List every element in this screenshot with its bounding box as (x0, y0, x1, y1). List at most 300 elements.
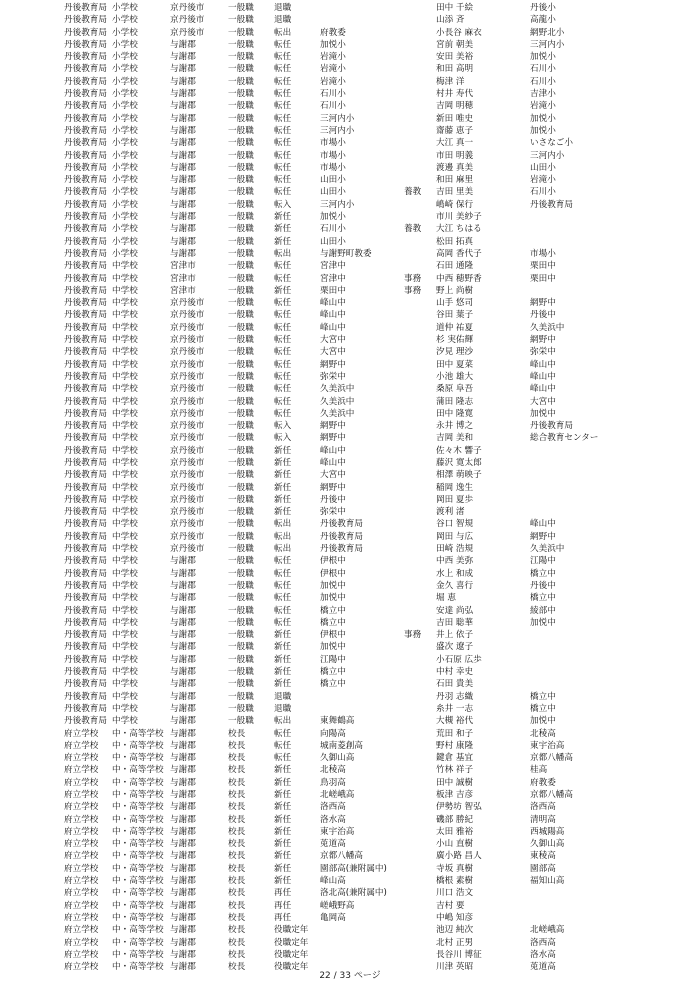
school-type-cell: 中・高等学校 (112, 949, 164, 960)
school-type-cell: 中学校 (112, 667, 138, 678)
school-type-cell: 中学校 (112, 544, 138, 555)
municipality-cell: 与謝郡 (170, 679, 196, 690)
job-type-cell: 校長 (228, 949, 246, 960)
school-type-cell: 小学校 (112, 150, 138, 161)
municipality-cell: 与謝郡 (170, 150, 196, 161)
school-type-cell: 中学校 (112, 617, 138, 628)
school-type-cell: 小学校 (112, 187, 138, 198)
previous-assignment-cell: 網野北小 (530, 27, 565, 38)
table-row (0, 297, 700, 309)
action-cell: 新任 (274, 654, 292, 665)
personnel-table (0, 2, 700, 973)
action-cell: 転任 (274, 162, 292, 173)
previous-assignment-cell: 福知山高 (530, 876, 565, 887)
job-type-cell: 一般職 (228, 347, 254, 358)
action-cell: 転任 (274, 740, 292, 751)
office-cell: 府立学校 (64, 826, 99, 837)
office-cell: 丹後教育局 (64, 642, 107, 653)
table-row (0, 715, 700, 727)
action-cell: 新任 (274, 212, 292, 223)
school-type-cell: 中学校 (112, 273, 138, 284)
new-assignment-cell: 丹後教育局 (320, 519, 363, 530)
person-name-cell: 小池 雄大 (436, 371, 474, 382)
action-cell: 転出 (274, 248, 292, 259)
action-cell: 転任 (274, 568, 292, 579)
action-cell: 新任 (274, 851, 292, 862)
school-type-cell: 中学校 (112, 482, 138, 493)
action-cell: 転任 (274, 408, 292, 419)
table-row (0, 814, 700, 826)
person-name-cell: 池辺 純次 (436, 925, 474, 936)
action-cell: 転出 (274, 716, 292, 727)
table-row (0, 531, 700, 543)
job-type-cell: 一般職 (228, 667, 254, 678)
table-row (0, 850, 700, 862)
municipality-cell: 与謝郡 (170, 175, 196, 186)
person-name-cell: 小石原 広歩 (436, 654, 482, 665)
person-name-cell: 廣小路 昌人 (436, 851, 482, 862)
person-name-cell: 田中 千絵 (436, 3, 474, 13)
table-row (0, 629, 700, 641)
municipality-cell: 与謝郡 (170, 925, 196, 936)
action-cell: 新任 (274, 236, 292, 247)
office-cell: 丹後教育局 (64, 593, 107, 604)
municipality-cell: 与謝郡 (170, 248, 196, 259)
action-cell: 転任 (274, 150, 292, 161)
office-cell: 丹後教育局 (64, 52, 107, 63)
school-type-cell: 小学校 (112, 101, 138, 112)
municipality-cell: 与謝郡 (170, 125, 196, 136)
person-name-cell: 井上 依子 (436, 630, 474, 641)
person-name-cell: 汐見 理沙 (436, 347, 474, 358)
new-assignment-cell: 山田小 (320, 236, 346, 247)
school-type-cell: 中学校 (112, 642, 138, 653)
previous-assignment-cell: 峰山中 (530, 359, 556, 370)
person-name-cell: 伊勢坊 智弘 (436, 802, 482, 813)
person-name-cell: 村井 寿代 (436, 89, 474, 100)
office-cell: 丹後教育局 (64, 138, 107, 149)
municipality-cell: 与謝郡 (170, 876, 196, 887)
municipality-cell: 京丹後市 (170, 482, 205, 493)
municipality-cell: 京丹後市 (170, 310, 205, 321)
action-cell: 退職 (274, 703, 292, 714)
person-name-cell: 竹林 祥子 (436, 765, 474, 776)
municipality-cell: 与謝郡 (170, 826, 196, 837)
office-cell: 府立学校 (64, 728, 99, 739)
previous-assignment-cell: 栗田中 (530, 261, 556, 272)
person-name-cell: 太田 雅裕 (436, 826, 474, 837)
table-row (0, 125, 700, 137)
person-name-cell: 和田 麻里 (436, 175, 474, 186)
municipality-cell: 京丹後市 (170, 470, 205, 481)
new-assignment-cell: 峰山中 (320, 457, 346, 468)
municipality-cell: 与謝郡 (170, 728, 196, 739)
new-assignment-cell: 三河内小 (320, 125, 355, 136)
job-type-cell: 校長 (228, 802, 246, 813)
table-row (0, 691, 700, 703)
action-cell: 転出 (274, 544, 292, 555)
new-assignment-cell: 久美浜中 (320, 384, 355, 395)
office-cell: 府立学校 (64, 790, 99, 800)
school-type-cell: 小学校 (112, 27, 138, 38)
job-type-cell: 一般職 (228, 556, 254, 567)
school-type-cell: 小学校 (112, 113, 138, 124)
municipality-cell: 与謝郡 (170, 101, 196, 112)
municipality-cell: 京丹後市 (170, 433, 205, 444)
new-assignment-cell: 加悦小 (320, 212, 346, 223)
school-type-cell: 中学校 (112, 433, 138, 444)
municipality-cell: 京丹後市 (170, 384, 205, 395)
new-assignment-cell: 弥栄中 (320, 507, 346, 518)
table-row (0, 371, 700, 383)
new-assignment-cell: 網野中 (320, 482, 346, 493)
role-cell: 事務 (404, 285, 422, 296)
office-cell: 府立学校 (64, 876, 99, 887)
municipality-cell: 与謝郡 (170, 64, 196, 75)
municipality-cell: 京丹後市 (170, 396, 205, 407)
new-assignment-cell: 東宇治高 (320, 826, 355, 837)
municipality-cell: 京丹後市 (170, 457, 205, 468)
action-cell: 新任 (274, 667, 292, 678)
job-type-cell: 一般職 (228, 433, 254, 444)
office-cell: 丹後教育局 (64, 298, 107, 309)
person-name-cell: 田崎 浩規 (436, 544, 474, 555)
office-cell: 丹後教育局 (64, 433, 107, 444)
office-cell: 丹後教育局 (64, 285, 107, 296)
school-type-cell: 小学校 (112, 162, 138, 173)
new-assignment-cell: 久御山高 (320, 753, 355, 764)
action-cell: 転任 (274, 125, 292, 136)
new-assignment-cell: 京都八幡高 (320, 851, 363, 862)
office-cell: 丹後教育局 (64, 580, 107, 591)
office-cell: 丹後教育局 (64, 261, 107, 272)
municipality-cell: 京丹後市 (170, 347, 205, 358)
previous-assignment-cell: 久御山高 (530, 839, 565, 850)
school-type-cell: 中学校 (112, 310, 138, 321)
new-assignment-cell: 橋立中 (320, 605, 346, 616)
page-number: 22 / 33 ページ (319, 971, 381, 981)
job-type-cell: 校長 (228, 790, 246, 800)
office-cell: 丹後教育局 (64, 654, 107, 665)
office-cell: 丹後教育局 (64, 150, 107, 161)
action-cell: 転任 (274, 617, 292, 628)
municipality-cell: 京丹後市 (170, 544, 205, 555)
action-cell: 転任 (274, 310, 292, 321)
office-cell: 丹後教育局 (64, 273, 107, 284)
municipality-cell: 与謝郡 (170, 654, 196, 665)
table-row (0, 322, 700, 334)
job-type-cell: 一般職 (228, 507, 254, 518)
office-cell: 丹後教育局 (64, 396, 107, 407)
person-name-cell: 渡利 渚 (436, 507, 465, 518)
person-name-cell: 鍵倉 基宜 (436, 753, 474, 764)
previous-assignment-cell: 橋立中 (530, 691, 556, 702)
new-assignment-cell: 嵯峨野高 (320, 900, 355, 911)
table-row (0, 949, 700, 961)
school-type-cell: 中学校 (112, 408, 138, 419)
new-assignment-cell: 石川小 (320, 89, 346, 100)
municipality-cell: 与謝郡 (170, 199, 196, 210)
office-cell: 丹後教育局 (64, 212, 107, 223)
new-assignment-cell: 峰山高 (320, 876, 346, 887)
table-row (0, 506, 700, 518)
school-type-cell: 中・高等学校 (112, 790, 164, 800)
municipality-cell: 京丹後市 (170, 359, 205, 370)
school-type-cell: 小学校 (112, 15, 138, 26)
action-cell: 新任 (274, 802, 292, 813)
office-cell: 丹後教育局 (64, 101, 107, 112)
municipality-cell: 与謝郡 (170, 162, 196, 173)
action-cell: 新任 (274, 777, 292, 788)
previous-assignment-cell: 岩滝小 (530, 175, 556, 186)
school-type-cell: 中学校 (112, 531, 138, 542)
municipality-cell: 与謝郡 (170, 912, 196, 923)
table-row (0, 592, 700, 604)
previous-assignment-cell: 東稜高 (530, 851, 556, 862)
person-name-cell: 田中 夏菜 (436, 359, 474, 370)
job-type-cell: 一般職 (228, 384, 254, 395)
municipality-cell: 与謝郡 (170, 839, 196, 850)
municipality-cell: 与謝郡 (170, 900, 196, 911)
office-cell: 丹後教育局 (64, 605, 107, 616)
municipality-cell: 与謝郡 (170, 642, 196, 653)
school-type-cell: 中学校 (112, 593, 138, 604)
action-cell: 転任 (274, 753, 292, 764)
municipality-cell: 宮津市 (170, 261, 196, 272)
school-type-cell: 小学校 (112, 52, 138, 63)
office-cell: 府立学校 (64, 814, 99, 825)
municipality-cell: 与謝郡 (170, 52, 196, 63)
previous-assignment-cell: 加悦小 (530, 125, 556, 136)
office-cell: 丹後教育局 (64, 544, 107, 555)
new-assignment-cell: 向陽高 (320, 728, 346, 739)
office-cell: 丹後教育局 (64, 494, 107, 505)
previous-assignment-cell: 丹後小 (530, 3, 556, 13)
school-type-cell: 中学校 (112, 580, 138, 591)
previous-assignment-cell: 石川小 (530, 76, 556, 87)
new-assignment-cell: 橋立中 (320, 679, 346, 690)
previous-assignment-cell: 市場小 (530, 248, 556, 259)
school-type-cell: 中学校 (112, 679, 138, 690)
school-type-cell: 中・高等学校 (112, 839, 164, 850)
person-name-cell: 安達 尚弘 (436, 605, 474, 616)
table-row (0, 174, 700, 186)
person-name-cell: 宮前 朝美 (436, 39, 474, 50)
person-name-cell: 佐々木 響子 (436, 445, 482, 456)
person-name-cell: 安田 美裕 (436, 52, 474, 63)
school-type-cell: 中・高等学校 (112, 728, 164, 739)
office-cell: 府立学校 (64, 765, 99, 776)
table-row (0, 740, 700, 752)
person-name-cell: 中西 穂野香 (436, 273, 482, 284)
table-row (0, 396, 700, 408)
table-row (0, 51, 700, 63)
job-type-cell: 校長 (228, 851, 246, 862)
job-type-cell: 一般職 (228, 371, 254, 382)
municipality-cell: 与謝郡 (170, 937, 196, 948)
previous-assignment-cell: 清明高 (530, 814, 556, 825)
school-type-cell: 中・高等学校 (112, 863, 164, 874)
previous-assignment-cell: 網野中 (530, 298, 556, 309)
job-type-cell: 一般職 (228, 482, 254, 493)
previous-assignment-cell: 橋立中 (530, 568, 556, 579)
municipality-cell: 与謝郡 (170, 777, 196, 788)
new-assignment-cell: 洛西高 (320, 802, 346, 813)
person-name-cell: 桑原 阜吾 (436, 384, 474, 395)
person-name-cell: 相澤 萌映子 (436, 470, 482, 481)
table-row (0, 777, 700, 789)
office-cell: 丹後教育局 (64, 482, 107, 493)
previous-assignment-cell: いさなご小 (530, 138, 573, 149)
office-cell: 丹後教育局 (64, 679, 107, 690)
table-row (0, 76, 700, 88)
person-name-cell: 山手 悠司 (436, 298, 474, 309)
office-cell: 丹後教育局 (64, 347, 107, 358)
new-assignment-cell: 丹後教育局 (320, 531, 363, 542)
new-assignment-cell: 山田小 (320, 175, 346, 186)
municipality-cell: 与謝郡 (170, 580, 196, 591)
table-row (0, 838, 700, 850)
new-assignment-cell: 橋立中 (320, 617, 346, 628)
school-type-cell: 中学校 (112, 347, 138, 358)
person-name-cell: 齋藤 恵子 (436, 125, 474, 136)
previous-assignment-cell: 桂高 (530, 765, 548, 776)
person-name-cell: 小長谷 麻衣 (436, 27, 482, 38)
table-row (0, 543, 700, 555)
job-type-cell: 一般職 (228, 593, 254, 604)
school-type-cell: 小学校 (112, 224, 138, 235)
table-row (0, 912, 700, 924)
action-cell: 転出 (274, 531, 292, 542)
action-cell: 新任 (274, 876, 292, 887)
municipality-cell: 与謝郡 (170, 138, 196, 149)
person-name-cell: 北村 正男 (436, 937, 474, 948)
office-cell: 丹後教育局 (64, 556, 107, 567)
person-name-cell: 寺坂 真樹 (436, 863, 474, 874)
person-name-cell: 長谷川 博征 (436, 949, 482, 960)
new-assignment-cell: 北嵯峨高 (320, 790, 355, 800)
action-cell: 新任 (274, 790, 292, 800)
school-type-cell: 小学校 (112, 89, 138, 100)
new-assignment-cell: 北稜高 (320, 765, 346, 776)
school-type-cell: 中・高等学校 (112, 888, 164, 899)
job-type-cell: 一般職 (228, 39, 254, 50)
school-type-cell: 中・高等学校 (112, 876, 164, 887)
person-name-cell: 市田 明義 (436, 150, 474, 161)
person-name-cell: 田中 隆寛 (436, 408, 474, 419)
municipality-cell: 与謝郡 (170, 802, 196, 813)
new-assignment-cell: 大宮中 (320, 347, 346, 358)
office-cell: 府立学校 (64, 740, 99, 751)
previous-assignment-cell: 峰山中 (530, 384, 556, 395)
person-name-cell: 大江 真一 (436, 138, 474, 149)
table-row (0, 39, 700, 51)
previous-assignment-cell: 大宮中 (530, 396, 556, 407)
action-cell: 新任 (274, 470, 292, 481)
municipality-cell: 京丹後市 (170, 507, 205, 518)
office-cell: 丹後教育局 (64, 703, 107, 714)
new-assignment-cell: 弥栄中 (320, 371, 346, 382)
previous-assignment-cell: 橋立中 (530, 593, 556, 604)
school-type-cell: 小学校 (112, 212, 138, 223)
job-type-cell: 一般職 (228, 445, 254, 456)
new-assignment-cell: 峰山中 (320, 322, 346, 333)
school-type-cell: 小学校 (112, 125, 138, 136)
school-type-cell: 中学校 (112, 494, 138, 505)
new-assignment-cell: 加悦小 (320, 39, 346, 50)
new-assignment-cell: 網野中 (320, 421, 346, 432)
job-type-cell: 校長 (228, 937, 246, 948)
office-cell: 丹後教育局 (64, 630, 107, 641)
municipality-cell: 与謝郡 (170, 113, 196, 124)
job-type-cell: 校長 (228, 863, 246, 874)
school-type-cell: 小学校 (112, 175, 138, 186)
new-assignment-cell: 亀岡高 (320, 912, 346, 923)
office-cell: 丹後教育局 (64, 125, 107, 136)
municipality-cell: 与謝郡 (170, 962, 196, 973)
job-type-cell: 一般職 (228, 703, 254, 714)
person-name-cell: 堀 恵 (436, 593, 456, 604)
table-row (0, 420, 700, 432)
municipality-cell: 宮津市 (170, 285, 196, 296)
school-type-cell: 中学校 (112, 371, 138, 382)
role-cell: 事務 (404, 630, 422, 641)
school-type-cell: 小学校 (112, 76, 138, 87)
office-cell: 府立学校 (64, 753, 99, 764)
new-assignment-cell: 伊根中 (320, 556, 346, 567)
school-type-cell: 中学校 (112, 691, 138, 702)
school-type-cell: 中・高等学校 (112, 851, 164, 862)
job-type-cell: 一般職 (228, 679, 254, 690)
school-type-cell: 中学校 (112, 384, 138, 395)
school-type-cell: 中学校 (112, 359, 138, 370)
job-type-cell: 一般職 (228, 224, 254, 235)
table-row (0, 789, 700, 801)
action-cell: 退職 (274, 3, 292, 13)
new-assignment-cell: 岩滝小 (320, 76, 346, 87)
job-type-cell: 一般職 (228, 568, 254, 579)
previous-assignment-cell: 莵道高 (530, 962, 556, 973)
action-cell: 転入 (274, 199, 292, 210)
school-type-cell: 中・高等学校 (112, 802, 164, 813)
table-row (0, 199, 700, 211)
previous-assignment-cell: 加悦中 (530, 408, 556, 419)
new-assignment-cell: 丹後教育局 (320, 544, 363, 555)
action-cell: 新任 (274, 839, 292, 850)
action-cell: 転任 (274, 76, 292, 87)
previous-assignment-cell: 栗田中 (530, 273, 556, 284)
previous-assignment-cell: 京都八幡高 (530, 790, 573, 800)
municipality-cell: 与謝郡 (170, 236, 196, 247)
new-assignment-cell: 峰山中 (320, 298, 346, 309)
municipality-cell: 京丹後市 (170, 322, 205, 333)
office-cell: 府立学校 (64, 925, 99, 936)
person-name-cell: 石田 通隆 (436, 261, 474, 272)
job-type-cell: 一般職 (228, 605, 254, 616)
job-type-cell: 一般職 (228, 580, 254, 591)
previous-assignment-cell: 三河内小 (530, 39, 565, 50)
previous-assignment-cell: 洛西高 (530, 802, 556, 813)
action-cell: 退職 (274, 15, 292, 26)
school-type-cell: 中・高等学校 (112, 814, 164, 825)
new-assignment-cell: 石川小 (320, 101, 346, 112)
new-assignment-cell: 久美浜中 (320, 408, 355, 419)
job-type-cell: 一般職 (228, 273, 254, 284)
person-name-cell: 谷田 葉子 (436, 310, 474, 321)
action-cell: 転入 (274, 433, 292, 444)
action-cell: 新任 (274, 826, 292, 837)
previous-assignment-cell: 山田小 (530, 162, 556, 173)
